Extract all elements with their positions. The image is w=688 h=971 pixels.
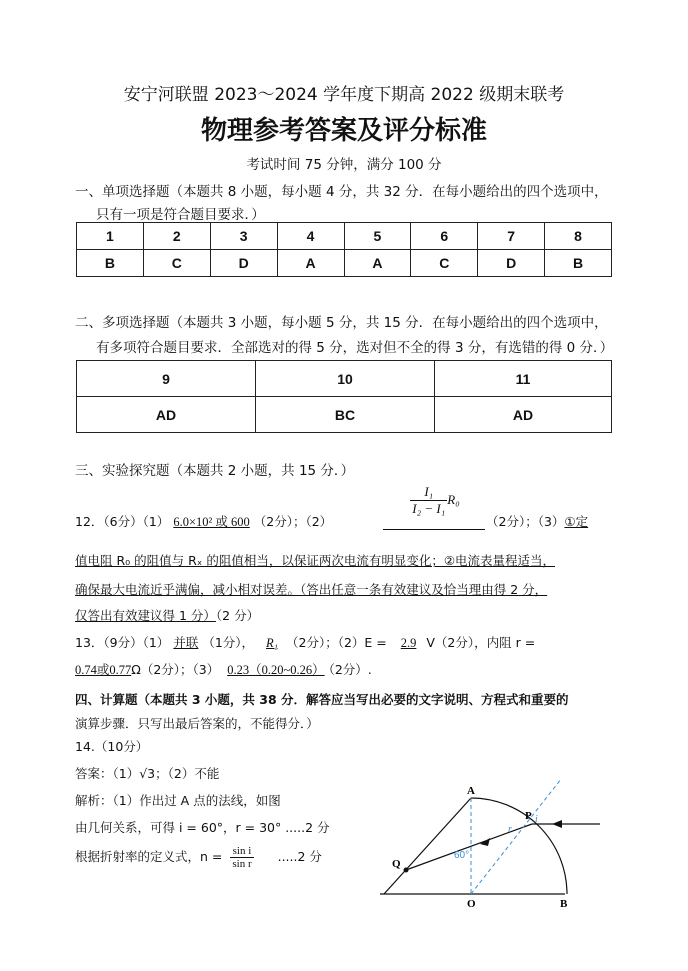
question-number: 4 bbox=[277, 223, 344, 250]
table-row bbox=[77, 250, 612, 277]
q14-analysis-line3-text: 根据折射率的定义式，n = bbox=[75, 849, 223, 864]
question-number: 8 bbox=[545, 223, 612, 250]
table-row bbox=[77, 361, 612, 397]
formula-numerator: sin i bbox=[230, 845, 253, 858]
q13-line2 bbox=[75, 660, 372, 678]
answer-cell: B bbox=[77, 250, 144, 277]
q12-line4-score: （2 分） bbox=[215, 608, 260, 623]
question-number: 3 bbox=[210, 223, 277, 250]
time-info: 考试时间 75 分钟，满分 100 分 bbox=[246, 157, 442, 173]
label-b: B bbox=[560, 898, 568, 910]
q12-score2: （2分）；（3） bbox=[486, 514, 565, 529]
section3-heading: 三、实验探究题（本题共 2 小题，共 15 分．） bbox=[75, 463, 355, 479]
q13-score2: （2分）；（2）E = bbox=[286, 635, 387, 650]
multi-choice-answer-table bbox=[76, 360, 612, 433]
question-number: 7 bbox=[478, 223, 545, 250]
table-row bbox=[77, 223, 612, 250]
question-number: 1 bbox=[77, 223, 144, 250]
formula-denominator: sin r bbox=[232, 858, 252, 870]
answer-cell: A bbox=[277, 250, 344, 277]
q14-analysis-line2: 由几何关系，可得 i = 60°，r = 30° .....2 分 bbox=[75, 820, 330, 835]
q12-score1: （2分）；（2） bbox=[253, 514, 333, 529]
q12-formula bbox=[383, 484, 487, 517]
q14-answer: 答案：（1）√3；（2）不能 bbox=[75, 766, 220, 781]
section2-heading-line2: 有多项符合题目要求．全部选对的得 5 分，选对但不全的得 3 分，有选错的得 0 分．） bbox=[96, 340, 614, 356]
q14-analysis-line3-score: .....2 分 bbox=[277, 849, 322, 864]
section1-heading-line2: 只有一项是符合题目要求．） bbox=[96, 207, 265, 223]
answer-cell: C bbox=[143, 250, 210, 277]
section2-heading-line1: 二、多项选择题（本题共 3 小题，每小题 5 分，共 15 分．在每小题给出的四个选项中， bbox=[75, 315, 608, 331]
answer-cell: D bbox=[478, 250, 545, 277]
q14-analysis-line3 bbox=[75, 845, 322, 870]
q13-label: 13．（9分）（1） bbox=[75, 635, 170, 650]
q12-label: 12．（6分）（1） bbox=[75, 514, 170, 529]
q13-unit3: V（2分），内阻 r = bbox=[426, 635, 536, 650]
q13-answer5: 0.23（0.20~0.26） bbox=[227, 663, 325, 677]
q12-answer1: 6.0×10² 或 600 bbox=[173, 515, 250, 529]
label-a: A bbox=[467, 785, 475, 797]
q14-label: 14.（10分） bbox=[75, 739, 149, 754]
angle-label: 60° bbox=[454, 850, 470, 861]
label-r: r bbox=[508, 824, 512, 835]
normal-line bbox=[471, 780, 565, 894]
q13-answer4: 0.74或0.77 bbox=[75, 663, 132, 677]
document-title: 物理参考答案及评分标准 bbox=[200, 116, 487, 146]
q12-formula-denominator: I₂ − I₁ bbox=[412, 501, 446, 516]
section4-heading-line1: 四、计算题（本题共 3 小题，共 38 分．解答应当写出必要的文字说明、方程式和重要的 bbox=[75, 692, 569, 707]
q12-answer2-underline bbox=[383, 529, 485, 530]
exam-title: 安宁河联盟 2023～2024 学年度下期高 2022 级期末联考 bbox=[123, 85, 565, 105]
incident-arrow bbox=[552, 820, 562, 828]
answer-cell: B bbox=[545, 250, 612, 277]
question-number: 9 bbox=[77, 361, 256, 397]
section1-heading-line1: 一、单项选择题（本题共 8 小题，每小题 4 分，共 32 分．在每小题给出的四个选项中， bbox=[75, 184, 608, 200]
q12-line4 bbox=[75, 606, 259, 624]
semicircle-arc bbox=[471, 798, 567, 894]
q12-answer3-start: ①定 bbox=[564, 514, 589, 529]
point-q bbox=[404, 868, 409, 873]
q13-answer1: 并联 bbox=[173, 635, 199, 650]
q12-line2: 值电阻 R₀ 的阻值与 Rₓ 的阻值相当，以保证两次电流有明显变化；②电流表量程适当， bbox=[75, 553, 556, 568]
q13-score1: （1分）， bbox=[202, 635, 255, 650]
question-number: 5 bbox=[344, 223, 411, 250]
label-p: P bbox=[525, 810, 532, 822]
q13-unit4: Ω（2分）；（3） bbox=[131, 662, 220, 677]
label-i: i bbox=[535, 814, 538, 825]
q13-line1 bbox=[75, 633, 535, 651]
q14-analysis-line1: 解析：（1）作出过 A 点的法线，如图 bbox=[75, 793, 281, 808]
q13-score5: （2分）. bbox=[328, 662, 372, 677]
question-number: 6 bbox=[411, 223, 478, 250]
line-a-left bbox=[384, 798, 471, 894]
answer-cell: AD bbox=[435, 397, 612, 433]
q12-line1-tail bbox=[486, 512, 588, 530]
answer-cell: AD bbox=[77, 397, 256, 433]
question-number: 11 bbox=[435, 361, 612, 397]
q12-line4-text: 仅答出有效建议得 1 分） bbox=[75, 608, 216, 623]
question-number: 10 bbox=[256, 361, 435, 397]
table-row bbox=[77, 397, 612, 433]
refracted-ray bbox=[406, 824, 532, 870]
q13-answer2: R₁ bbox=[266, 636, 278, 650]
answer-cell: D bbox=[210, 250, 277, 277]
q12-line3: 确保最大电流近乎满偏，减小相对误差。（答出任意一条有效建议及恰当理由得 2 分， bbox=[75, 582, 548, 597]
refraction-diagram bbox=[370, 780, 610, 910]
answer-cell: BC bbox=[256, 397, 435, 433]
single-choice-answer-table bbox=[76, 222, 612, 277]
label-o: O bbox=[467, 898, 476, 910]
q12-formula-r0: R₀ bbox=[447, 492, 460, 507]
question-number: 2 bbox=[143, 223, 210, 250]
answer-cell: A bbox=[344, 250, 411, 277]
q12-formula-numerator: I₁ bbox=[410, 484, 447, 501]
answer-cell: C bbox=[411, 250, 478, 277]
section4-heading-line2: 演算步骤．只写出最后答案的，不能得分．） bbox=[75, 716, 319, 731]
q13-answer3: 2.9 bbox=[400, 636, 417, 650]
label-q: Q bbox=[392, 858, 401, 870]
q12-line1 bbox=[75, 512, 332, 530]
